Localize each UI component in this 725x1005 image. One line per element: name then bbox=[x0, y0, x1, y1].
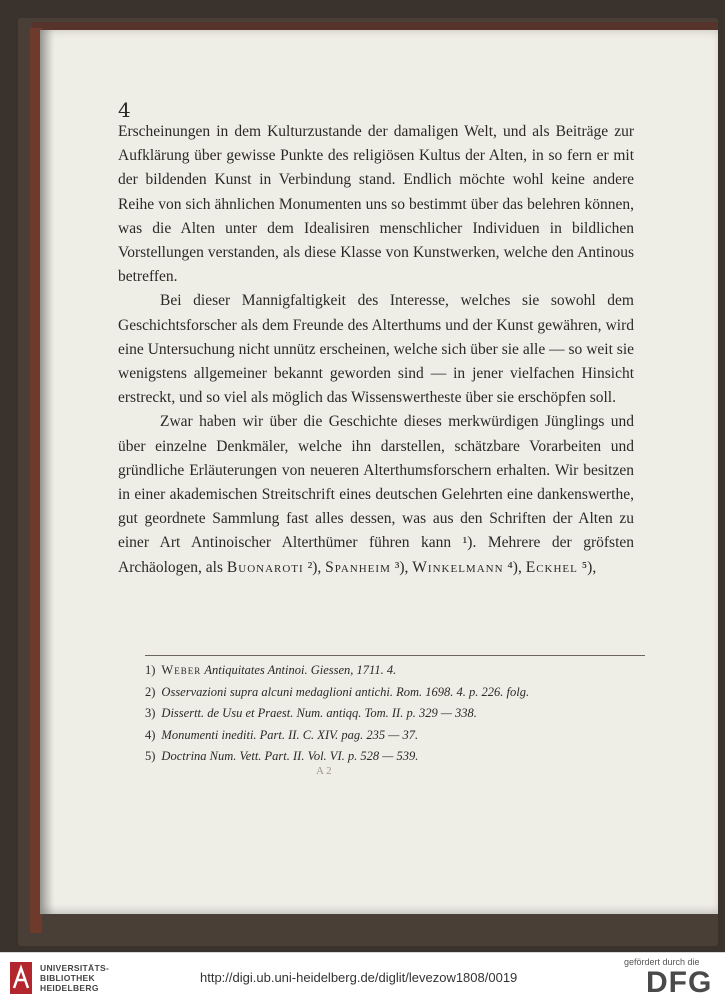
permalink-url[interactable]: http://digi.ub.uni-heidelberg.de/diglit/levezow1808/0019 bbox=[200, 970, 518, 985]
footnote-mark: 2) bbox=[145, 684, 156, 699]
page-number: 4 bbox=[118, 98, 131, 122]
name-spanheim: Spanheim bbox=[325, 558, 391, 576]
university-name[interactable] bbox=[40, 963, 109, 993]
footnote-text: Doctrina Num. Vett. Part. II. Vol. VI. p. 528 — 539. bbox=[161, 749, 419, 763]
footnote-mark: 5) bbox=[145, 749, 156, 763]
footnote-1 bbox=[145, 660, 645, 682]
footnote-4 bbox=[145, 725, 645, 747]
footnote-mark: 1) bbox=[145, 663, 156, 677]
paragraph-3 bbox=[118, 410, 634, 579]
ref-4: ⁴), bbox=[503, 558, 526, 576]
paragraph-1: Erscheinungen in dem Kulturzustande der damaligen Welt, und als Beiträge zur Aufklärung über gewisse Punkte des religiösen Kultus der Alten, in so fern er mit der bildenden Kunst in Verbindung stand. Endlich möchte wohl keine andere Reihe von sich ähnlichen Monumenten uns so bestimmt über das belehren können, was die Alten unter dem Idealisiren menschlicher Individuen in bildlichen Vorstellungen verstanden, als diese Klasse von Kunstwerken, welche den Antinous betreffen. bbox=[118, 123, 634, 286]
footnote-mark: 3) bbox=[145, 706, 156, 720]
university-logo-icon[interactable] bbox=[8, 960, 34, 996]
footnote-text: Monumenti inediti. Part. II. C. XIV. pag. 235 — 37. bbox=[161, 727, 419, 742]
gutter-shadow bbox=[40, 30, 54, 914]
university-name-line-3: HEIDELBERG bbox=[40, 983, 99, 993]
ref-5: ⁵), bbox=[577, 558, 597, 576]
ref-3: ³), bbox=[390, 558, 413, 576]
footnotes bbox=[145, 655, 645, 768]
dfg-logo[interactable]: DFG bbox=[646, 966, 713, 999]
footnote-author: Weber bbox=[161, 663, 202, 677]
name-eckhel: Eckhel bbox=[525, 558, 578, 576]
footnote-3 bbox=[145, 703, 645, 725]
university-name-line-2: BIBLIOTHEK bbox=[40, 973, 95, 983]
funded-by-label: gefördert durch die bbox=[624, 957, 700, 967]
name-winkelmann: Winkelmann bbox=[412, 558, 504, 576]
body-text bbox=[118, 120, 634, 580]
footnote-text: Dissertt. de Usu et Praest. Num. antiqq. Tom. II. p. 329 — 338. bbox=[161, 706, 477, 720]
signature-mark: A 2 bbox=[316, 765, 332, 777]
footnote-mark: 4) bbox=[145, 727, 156, 742]
name-buonaroti: Buonaroti bbox=[226, 558, 304, 576]
footnote-text: Antiquitates Antinoi. Giessen, 1711. 4. bbox=[204, 663, 397, 677]
university-name-line-1: UNIVERSITÄTS- bbox=[40, 963, 110, 973]
ref-2: ²), bbox=[303, 558, 326, 576]
footnote-5 bbox=[145, 746, 645, 768]
paragraph-3-text: Zwar haben wir über die Geschichte dieses merkwürdigen Jünglings und über einzelne Denkmäler, welche ihn darstellen, schätzbare Vorarbeiten und gründliche Erläuterungen von neueren Alterthumsforschern erhalten. Wir besitzen in einer akademischen Streitschrift eines deutschen Gelehrten eine dankenswerthe, gut geordnete Sammlung fast alles dessen, was aus den Schriften der Alten zu einer Art Antinoischer Alterthümer führen kann ¹). Mehrere der gröfsten Archäologen, als bbox=[118, 413, 634, 576]
footnote-text: Osservazioni supra alcuni medaglioni antichi. Rom. 1698. 4. p. 226. folg. bbox=[161, 684, 530, 699]
footnote-2 bbox=[145, 682, 645, 704]
paragraph-2: Bei dieser Mannigfaltigkeit des Interesse, welches sie sowohl dem Geschichtsforscher als dem Freunde des Alterthums und der Kunst gewähren, wird eine Untersuchung nicht unnütz erscheinen, welche sich über sie alle — so weit sie wenigstens allgemeiner bekannt geworden sind — in jener vielfachen Hinsicht erstreckt, und so viel als möglich das Wissenswertheste über sie erschöpfen soll. bbox=[118, 292, 634, 407]
